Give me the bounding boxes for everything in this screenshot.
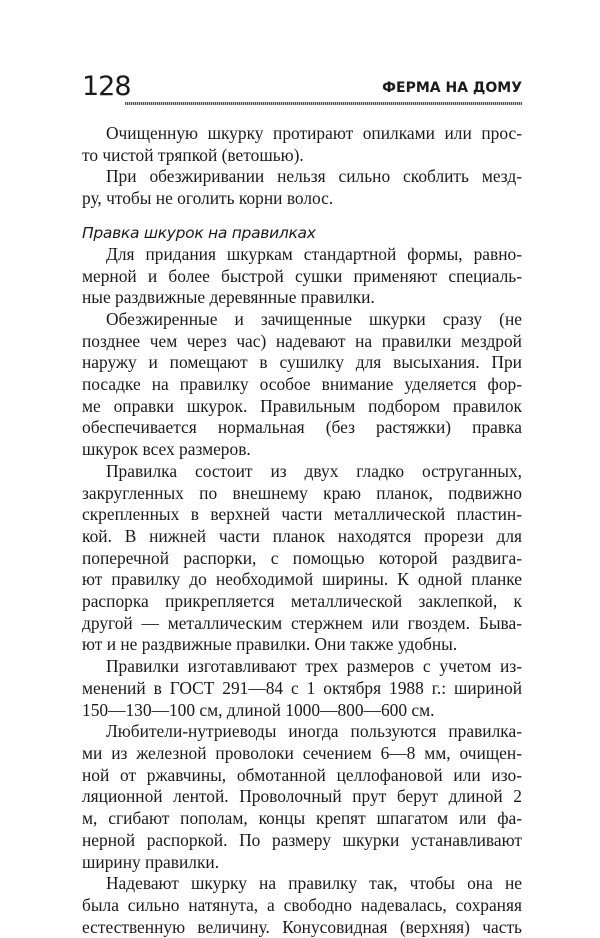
text-line: другой — металлическим стержнем или гвоздем. Быва- bbox=[82, 612, 522, 633]
text-line: кой. В нижней части планок находятся прорези для bbox=[82, 525, 522, 546]
header-rule bbox=[125, 102, 522, 105]
paragraph bbox=[82, 309, 522, 461]
paragraph bbox=[82, 244, 522, 309]
text-line: ми из железной проволоки сечением 6—8 мм, очищен- bbox=[82, 742, 522, 763]
text-line: Правилки изготавливают трех размеров с учетом из- bbox=[106, 656, 522, 677]
page-body bbox=[82, 123, 522, 938]
running-title: ФЕРМА НА ДОМУ bbox=[382, 80, 522, 96]
text-line: наружу и помещают в сушилку для высыхания. При bbox=[82, 352, 522, 373]
text-line: скрепленных в верхней части металлической пластин- bbox=[82, 504, 522, 525]
text-line: позднее чем через час) надевают на правилки мездрой bbox=[82, 330, 522, 351]
text-line: ют правилку до необходимой ширины. К одной планке bbox=[82, 569, 522, 590]
text-line: ляционной лентой. Проволочный прут берут длиной 2 bbox=[82, 786, 522, 807]
text-line: Очищенную шкурку протирают опилками или прос- bbox=[106, 123, 522, 143]
paragraph bbox=[82, 721, 522, 873]
text-line: естественную величину. Конусовидная (верхняя) часть bbox=[82, 916, 522, 937]
text-line: то чистой тряпкой (ветошью). bbox=[82, 144, 304, 165]
text-line: Правилка состоит из двух гладко оструганных, bbox=[106, 460, 522, 481]
paragraph bbox=[82, 166, 522, 209]
text-line: м, сгибают пополам, концы крепят шпагатом или фа- bbox=[82, 808, 522, 829]
text-line: закругленных по внешнему краю планок, подвижно bbox=[82, 482, 522, 503]
paragraph bbox=[82, 656, 522, 721]
text-line: ру, чтобы не оголить корни волос. bbox=[82, 188, 334, 209]
text-line: была сильно натянута, а свободно надевалась, сохраняя bbox=[82, 894, 522, 915]
text-line: ные раздвижные деревянные правилки. bbox=[82, 287, 375, 308]
page-header bbox=[82, 70, 522, 110]
text-line: Обезжиренные и зачищенные шкурки сразу (не bbox=[106, 308, 522, 329]
text-line: менений в ГОСТ 291—84 с 1 октября 1988 г.: шириной bbox=[82, 677, 522, 698]
text-line: ют и не раздвижные правилки. Они также удобны. bbox=[82, 634, 458, 655]
text-line: 150—130—100 см, длиной 1000—800—600 см. bbox=[82, 699, 435, 720]
text-line: нерной распоркой. По размеру шкурки устанавливают bbox=[82, 829, 522, 850]
text-line: поперечной распорки, с помощью которой раздвига- bbox=[82, 547, 522, 568]
text-line: мерной и более быстрой сушки применяют специаль- bbox=[82, 265, 522, 286]
text-line: Любители-нутриеводы иногда пользуются правилка- bbox=[106, 721, 522, 742]
page-number: 128 bbox=[82, 71, 131, 102]
text-line: Для придания шкуркам стандартной формы, равно- bbox=[106, 243, 522, 264]
text-line: Надевают шкурку на правилку так, чтобы она не bbox=[106, 873, 522, 894]
text-line: ме оправки шкурок. Правильным подбором правилок bbox=[82, 395, 522, 416]
text-line: распорка прикрепляется металлической заклепкой, к bbox=[82, 591, 522, 612]
text-line: При обезжиривании нельзя сильно скоблить мезд- bbox=[106, 166, 522, 187]
paragraph bbox=[82, 873, 522, 938]
section-subheading: Правка шкурок на правилках bbox=[82, 223, 316, 242]
section-gap bbox=[82, 210, 522, 223]
paragraph bbox=[82, 461, 522, 656]
text-line: ширину правилки. bbox=[82, 851, 220, 872]
text-line: посадке на правилку особое внимание уделяется фор- bbox=[82, 374, 522, 395]
paragraph bbox=[82, 123, 522, 166]
text-line: обеспечивается нормальная (без растяжки) правка bbox=[82, 417, 522, 438]
text-line: ной от ржавчины, обмотанной целлофановой или изо- bbox=[82, 764, 522, 785]
text-line: шкурок всех размеров. bbox=[82, 439, 251, 460]
